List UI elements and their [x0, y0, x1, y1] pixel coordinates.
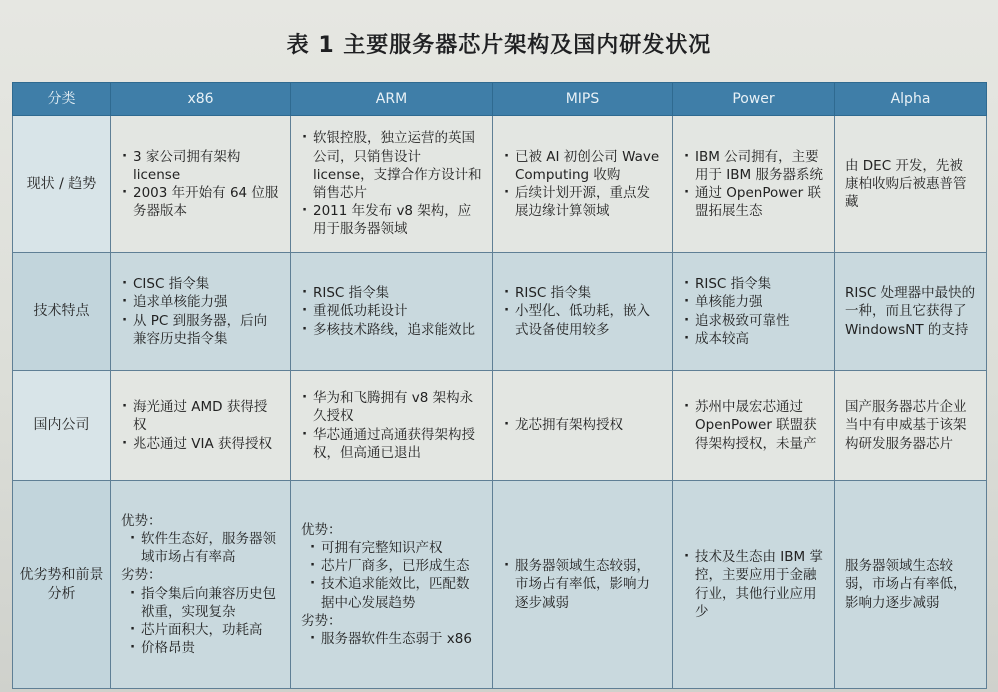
list-item: · 成本较高 [683, 330, 824, 348]
group-heading: 优势： [121, 512, 162, 529]
list-item: · 单核能力强 [683, 293, 824, 311]
list-item: · CISC 指令集 [121, 275, 280, 293]
bullet-list [121, 275, 280, 348]
list-item: · RISC 指令集 [503, 284, 662, 302]
table-cell [673, 116, 835, 253]
table-cell [291, 116, 493, 253]
list-item: · 2011 年发布 v8 架构，应用于服务器领域 [301, 202, 482, 238]
comparison-table [12, 82, 987, 689]
group-heading: 优势： [301, 521, 342, 538]
cell-text: 国产服务器芯片企业当中有申威基于该架构研发服务器芯片 [845, 399, 967, 452]
bullet-list [503, 557, 662, 612]
list-item: · 龙芯拥有架构授权 [503, 416, 662, 434]
table-cell [835, 481, 987, 689]
table-cell [493, 371, 673, 481]
column-header: ARM [291, 83, 493, 116]
table-cell [493, 116, 673, 253]
table-title: 表 1 主要服务器芯片架构及国内研发状况 [286, 33, 712, 58]
row-label: 优劣势和前景分析 [13, 481, 111, 689]
table-cell [493, 253, 673, 371]
bullet-list [683, 398, 824, 453]
bullet-list [301, 630, 482, 648]
table-cell [835, 253, 987, 371]
list-item: · 从 PC 到服务器，后向兼容历史指令集 [121, 312, 280, 348]
cell-text: 由 DEC 开发，先被康柏收购后被惠普管藏 [845, 157, 967, 211]
list-item: · 兆芯通过 VIA 获得授权 [121, 435, 280, 453]
table-cell [291, 481, 493, 689]
list-item: · 重视低功耗设计 [301, 302, 482, 320]
cell-text: RISC 处理器中最快的一种，而且它获得了 WindowsNT 的支持 [845, 285, 976, 338]
bullet-list [121, 148, 280, 221]
table-row [13, 253, 987, 371]
table-cell [673, 371, 835, 481]
list-item: · IBM 公司拥有，主要用于 IBM 服务器系统 [683, 148, 824, 184]
group-heading: 劣势： [301, 612, 342, 629]
table-cell [111, 116, 291, 253]
bullet-list [121, 585, 280, 658]
table-cell [835, 371, 987, 481]
list-item: · 小型化、低功耗，嵌入式设备使用较多 [503, 302, 662, 338]
table-row [13, 481, 987, 689]
list-item: · 服务器软件生态弱于 x86 [309, 630, 482, 648]
list-item: · 2003 年开始有 64 位服务器版本 [121, 184, 280, 220]
column-header: Alpha [835, 83, 987, 116]
table-cell [291, 253, 493, 371]
table-cell [673, 253, 835, 371]
list-item: · 技术追求能效比，匹配数据中心发展趋势 [309, 575, 482, 611]
list-item: · RISC 指令集 [301, 284, 482, 302]
table-cell [291, 371, 493, 481]
bullet-list [301, 389, 482, 462]
column-header: MIPS [493, 83, 673, 116]
bullet-list [301, 539, 482, 612]
bullet-list [503, 416, 662, 434]
list-item: · 价格昂贵 [129, 639, 280, 657]
bullet-list [683, 275, 824, 348]
list-item: · 苏州中晟宏芯通过 OpenPower 联盟获得架构授权，未量产 [683, 398, 824, 453]
list-item: · 服务器领域生态较弱，市场占有率低，影响力逐步减弱 [503, 557, 662, 612]
bullet-list [683, 548, 824, 621]
table-cell [111, 253, 291, 371]
list-item: · 可拥有完整知识产权 [309, 539, 482, 557]
list-item: · 海光通过 AMD 获得授权 [121, 398, 280, 434]
bullet-list [683, 148, 824, 221]
table-cell [493, 481, 673, 689]
table-cell [673, 481, 835, 689]
header-row [13, 83, 987, 116]
list-item: · 软件生态好，服务器领域市场占有率高 [129, 530, 280, 566]
list-item: · 技术及生态由 IBM 掌控，主要应用于金融行业，其他行业应用少 [683, 548, 824, 621]
column-header: Power [673, 83, 835, 116]
row-label: 技术特点 [13, 253, 111, 371]
list-item: · RISC 指令集 [683, 275, 824, 293]
table-cell [835, 116, 987, 253]
list-item: · 3 家公司拥有架构 license [121, 148, 280, 184]
bullet-list [503, 284, 662, 339]
bullet-list [121, 398, 280, 453]
table-row [13, 116, 987, 253]
list-item: · 多核技术路线，追求能效比 [301, 321, 482, 339]
table-cell [111, 481, 291, 689]
bullet-list [301, 129, 482, 238]
list-item: · 追求极致可靠性 [683, 312, 824, 330]
bullet-list [121, 530, 280, 566]
list-item: · 追求单核能力强 [121, 293, 280, 311]
list-item: · 华芯通通过高通获得架构授权，但高通已退出 [301, 426, 482, 462]
list-item: · 通过 OpenPower 联盟拓展生态 [683, 184, 824, 220]
list-item: · 华为和飞腾拥有 v8 架构永久授权 [301, 389, 482, 425]
list-item: · 后续计划开源，重点发展边缘计算领域 [503, 184, 662, 220]
table-cell [111, 371, 291, 481]
table-row [13, 371, 987, 481]
list-item: · 芯片厂商多，已形成生态 [309, 557, 482, 575]
bullet-list [301, 284, 482, 339]
list-item: · 指令集后向兼容历史包袱重，实现复杂 [129, 585, 280, 621]
row-label: 现状 / 趋势 [13, 116, 111, 253]
bullet-list [503, 148, 662, 221]
row-label: 国内公司 [13, 371, 111, 481]
list-item: · 芯片面积大，功耗高 [129, 621, 280, 639]
cell-text: 服务器领域生态较弱，市场占有率低，影响力逐步减弱 [845, 558, 967, 611]
list-item: · 软银控股，独立运营的英国公司，只销售设计 license，支撑合作方设计和销售芯片 [301, 129, 482, 202]
list-item: · 已被 AI 初创公司 Wave Computing 收购 [503, 148, 662, 184]
column-header: x86 [111, 83, 291, 116]
column-header: 分类 [13, 83, 111, 116]
group-heading: 劣势： [121, 567, 162, 584]
